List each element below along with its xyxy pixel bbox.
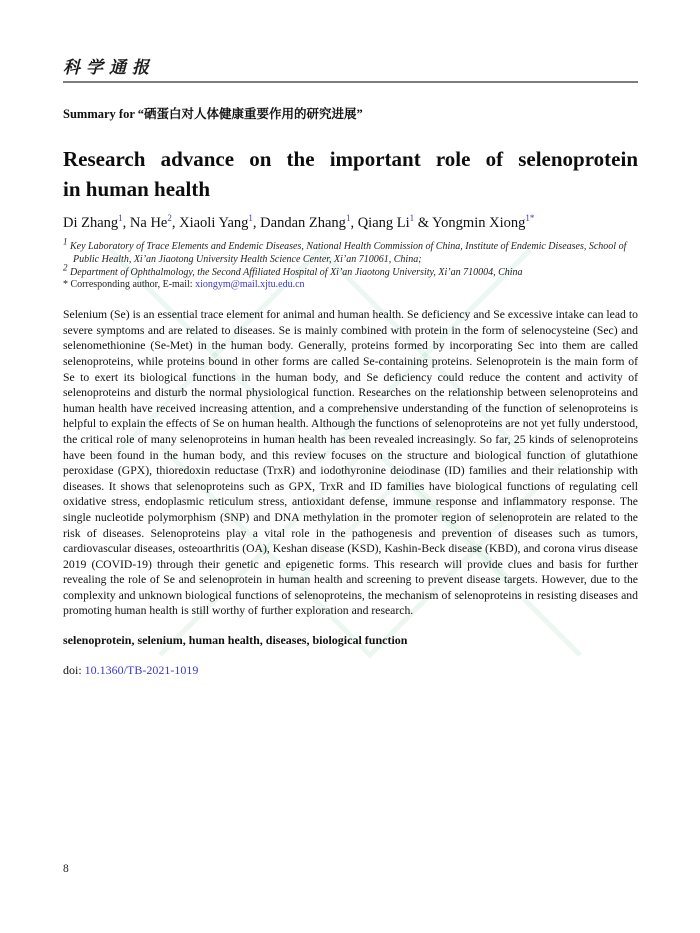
summary-heading: Summary for “硒蛋白对人体健康重要作用的研究进展” — [63, 107, 363, 121]
author-affiliation-sup: 1 — [248, 213, 253, 224]
corresponding-author-prefix: * Corresponding author, E-mail: — [63, 279, 196, 291]
author-affiliation-sup: 1 — [409, 213, 415, 224]
author-separator: , — [122, 215, 130, 231]
article-title-line2: in human health — [63, 177, 211, 201]
author-separator: , — [171, 215, 180, 231]
affiliation-1 — [63, 236, 638, 267]
doi-line — [63, 663, 638, 678]
author-affiliation-sup: 1* — [525, 213, 535, 224]
author-name: Qiang Li — [357, 215, 410, 231]
author-name: Dandan Zhang — [260, 215, 346, 231]
author-separator: , — [350, 215, 358, 231]
doi-link[interactable]: 10.1360/TB-2021-1019 — [84, 663, 199, 678]
article-title — [63, 144, 638, 204]
corresponding-author-email-link[interactable]: xiongym@mail.xjtu.edu.cn — [195, 279, 305, 291]
page-number: 8 — [63, 863, 69, 875]
article-title-line1: Research advance on the important role of selenoprotein — [63, 147, 638, 171]
doi-label: doi: — [63, 663, 85, 678]
affiliation-text: Key Laboratory of Trace Elements and Endemic Diseases, National Health Commission of China, Institute of Endemic Diseases, School of Public Health, Xi’an Jiaotong University Health Science Center, Xi’an 710061, China; — [67, 241, 627, 265]
abstract-text: Selenium (Se) is an essential trace element for animal and human health. Se deficiency and Se excessive intake can lead to severe symptoms and are related to diseases. Se is mainly combined with protein in the form of selenocysteine (Sec) and selenomethionine (Se-Met) in the human body. Generally, proteins formed by incorporating Sec into them are called selenoproteins, while proteins bound in other forms are called Se-containing proteins. Selenoprotein is the main form of Se to exert its biological functions in the human body, and Se deficiency could reduce the content and activity of selenoproteins and disturb the normal physiological function. Researches on the relationship between selenoproteins and human health have received increasing attention, and a comprehensive understanding of the function of selenoproteins is helpful to explain the effects of Se on human health. Although the functions of selenoproteins are not yet fully understood, the critical role of many selenoproteins in human health has been revealed increasingly. So far, 25 kinds of selenoproteins have been found in the human body, and this review focuses on the structure and biological function of glutathione peroxidase (GPX), thioredoxin reductase (TrxR) and iodothyronine deiodinase (ID) families and their relationship with diseases. It shows that selenoproteins such as GPX, TrxR and ID families have biological functions of regulating cell oxidative stress, endoplasmic reticulum stress, antioxidant defense, immune response and inflammatory response. The single nucleotide polymorphism (SNP) and DNA methylation in the promoter region of selenoprotein are related to the risk of diseases. Selenoproteins play a vital role in the pathogenesis and prevention of diseases such as tumors, cardiovascular diseases, osteoarthritis (OA), Keshan disease (KSD), Kashin-Beck disease (KBD), and corona virus disease 2019 (COVID-19) through their genetic and epigenetic forms. This research will provide clues and basis for further revealing the role of Se and selenoprotein in human health and screening to prevent disease targets. However, due to the complexity and unknown biological functions of selenoproteins, the mechanism of selenoproteins in resisting diseases and promoting human health is still worthy of further exploration and research. — [63, 308, 638, 618]
author-name: Yongmin Xiong — [432, 215, 526, 231]
page-content — [63, 0, 638, 678]
author-affiliation-sup: 1 — [345, 213, 351, 224]
corresponding-author-line — [63, 279, 638, 292]
author-name: Na He — [129, 215, 168, 231]
header-divider — [63, 81, 638, 83]
author-name: Di Zhang — [63, 215, 119, 231]
authors-line — [63, 215, 638, 232]
affiliation-2 — [63, 262, 638, 280]
journal-logo: 科学通报 — [63, 58, 155, 77]
author-separator: , — [252, 215, 261, 231]
author-name: Xiaoli Yang — [179, 215, 249, 231]
affiliations-block — [63, 236, 638, 292]
keywords-line: selenoprotein, selenium, human health, diseases, biological function — [63, 633, 408, 648]
author-ampersand: & — [414, 215, 433, 231]
affiliation-text: Department of Ophthalmology, the Second Affiliated Hospital of Xi’an Jiaotong University, Xi’an 710004, China — [67, 266, 523, 278]
affiliation-sup: 1 — [63, 236, 68, 247]
author-affiliation-sup: 1 — [118, 213, 123, 224]
author-affiliation-sup: 2 — [167, 213, 172, 224]
affiliation-sup: 2 — [63, 262, 68, 273]
